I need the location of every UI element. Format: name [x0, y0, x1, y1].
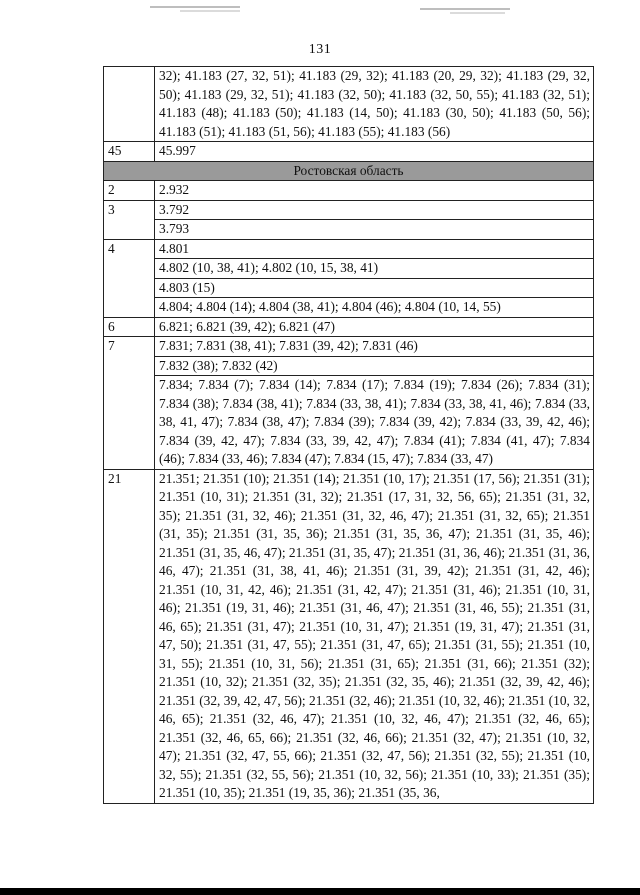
codes-cell: 3.792: [155, 200, 594, 220]
region-title: Ростовская область: [293, 162, 404, 178]
codes-table: [103, 66, 594, 804]
row-number-cell: 21: [104, 469, 155, 803]
row-number-cell: 7: [104, 337, 155, 470]
codes-cell: 7.832 (38); 7.832 (42): [155, 356, 594, 376]
table-row: [104, 220, 594, 240]
table-row: [104, 317, 594, 337]
codes-cell: 4.801: [155, 239, 594, 259]
codes-cell: 32); 41.183 (27, 32, 51); 41.183 (29, 32); 41.183 (20, 29, 32); 41.183 (29, 32, 50); 41.183 (29, 32, 51); 41.183 (32, 50); 41.183 (32, 50, 55); 41.183 (32, 51); 41.183 (48); 41.183 (50); 41.183 (14, 50); 41.183 (30, 50); 41.183 (50, 56); 41.183 (51); 41.183 (51, 56); 41.183 (55); 41.183 (56): [155, 67, 594, 142]
codes-cell: 7.834; 7.834 (7); 7.834 (14); 7.834 (17); 7.834 (19); 7.834 (26); 7.834 (31); 7.834 (38); 7.834 (38, 41); 7.834 (33, 38, 41); 7.834 (33, 38, 41, 46); 7.834 (33, 38, 41, 47); 7.834 (38, 47); 7.834 (39); 7.834 (39, 42); 7.834 (33, 39, 42, 46); 7.834 (39, 42, 47); 7.834 (33, 39, 42, 47); 7.834 (41); 7.834 (41, 47); 7.834 (46); 7.834 (33, 46); 7.834 (47); 7.834 (15, 47); 7.834 (33, 47): [155, 376, 594, 470]
table-row: [104, 200, 594, 220]
codes-cell: 4.802 (10, 38, 41); 4.802 (10, 15, 38, 41): [155, 259, 594, 279]
row-number-cell: 6: [104, 317, 155, 337]
table-row: [104, 337, 594, 357]
codes-cell: 45.997: [155, 142, 594, 162]
region-header-row: [104, 161, 594, 181]
row-number-cell: 3: [104, 200, 155, 239]
codes-cell: 4.803 (15): [155, 278, 594, 298]
table-row: [104, 239, 594, 259]
scan-bottom-edge: [0, 888, 640, 895]
codes-cell: 6.821; 6.821 (39, 42); 6.821 (47): [155, 317, 594, 337]
table-row: [104, 278, 594, 298]
table-row: [104, 376, 594, 470]
table-row: [104, 356, 594, 376]
row-number-cell: [104, 67, 155, 142]
row-number-cell: 2: [104, 181, 155, 201]
region-header-cell: [104, 161, 594, 181]
row-number-cell: 45: [104, 142, 155, 162]
row-number-cell: 4: [104, 239, 155, 317]
codes-cell: 2.932: [155, 181, 594, 201]
table-row: [104, 142, 594, 162]
page-number: 131: [308, 42, 332, 57]
table-row: [104, 259, 594, 279]
codes-cell: 4.804; 4.804 (14); 4.804 (38, 41); 4.804 (46); 4.804 (10, 14, 55): [155, 298, 594, 318]
table-row: [104, 469, 594, 803]
scan-artifact: [150, 2, 510, 16]
codes-cell: 3.793: [155, 220, 594, 240]
codes-cell: 21.351; 21.351 (10); 21.351 (14); 21.351 (10, 17); 21.351 (17, 56); 21.351 (31); 21.351 (10, 31); 21.351 (31, 32); 21.351 (17, 31, 32, 56, 65); 21.351 (31, 32, 35); 21.351 (31, 32, 46); 21.351 (31, 32, 46, 47); 21.351 (31, 32, 65); 21.351 (31, 35); 21.351 (31, 35, 36); 21.351 (31, 35, 36, 47); 21.351 (31, 35, 46); 21.351 (31, 35, 46, 47); 21.351 (31, 35, 47); 21.351 (31, 36, 46); 21.351 (31, 36, 46, 47); 21.351 (31, 38, 41, 46); 21.351 (31, 39, 42); 21.351 (31, 42, 46); 21.351 (10, 31, 42, 46); 21.351 (31, 42, 47); 21.351 (31, 46); 21.351 (10, 31, 46); 21.351 (19, 31, 46); 21.351 (31, 46, 47); 21.351 (31, 46, 55); 21.351 (31, 46, 65); 21.351 (31, 47); 21.351 (10, 31, 47); 21.351 (19, 31, 47); 21.351 (31, 47, 50); 21.351 (31, 47, 55); 21.351 (31, 47, 65); 21.351 (31, 55); 21.351 (10, 31, 55); 21.351 (10, 31, 56); 21.351 (31, 65); 21.351 (31, 66); 21.351 (32); 21.351 (10, 32); 21.351 (32, 35); 21.351 (32, 35, 46); 21.351 (32, 39, 42, 46); 21.351 (32, 39, 42, 47, 56); 21.351 (32, 46); 21.351 (10, 32, 46); 21.351 (10, 32, 46, 65); 21.351 (32, 46, 47); 21.351 (10, 32, 46, 47); 21.351 (32, 46, 65); 21.351 (32, 46, 65, 66); 21.351 (32, 46, 66); 21.351 (32, 47); 21.351 (10, 32, 47); 21.351 (32, 47, 55, 66); 21.351 (32, 47, 56); 21.351 (32, 55); 21.351 (10, 32, 55); 21.351 (32, 55, 56); 21.351 (10, 32, 56); 21.351 (10, 33); 21.351 (35); 21.351 (10, 35); 21.351 (19, 35, 36); 21.351 (35, 36,: [155, 469, 594, 803]
table-row: [104, 67, 594, 142]
codes-cell: 7.831; 7.831 (38, 41); 7.831 (39, 42); 7.831 (46): [155, 337, 594, 357]
table-row: [104, 298, 594, 318]
table-row: [104, 181, 594, 201]
